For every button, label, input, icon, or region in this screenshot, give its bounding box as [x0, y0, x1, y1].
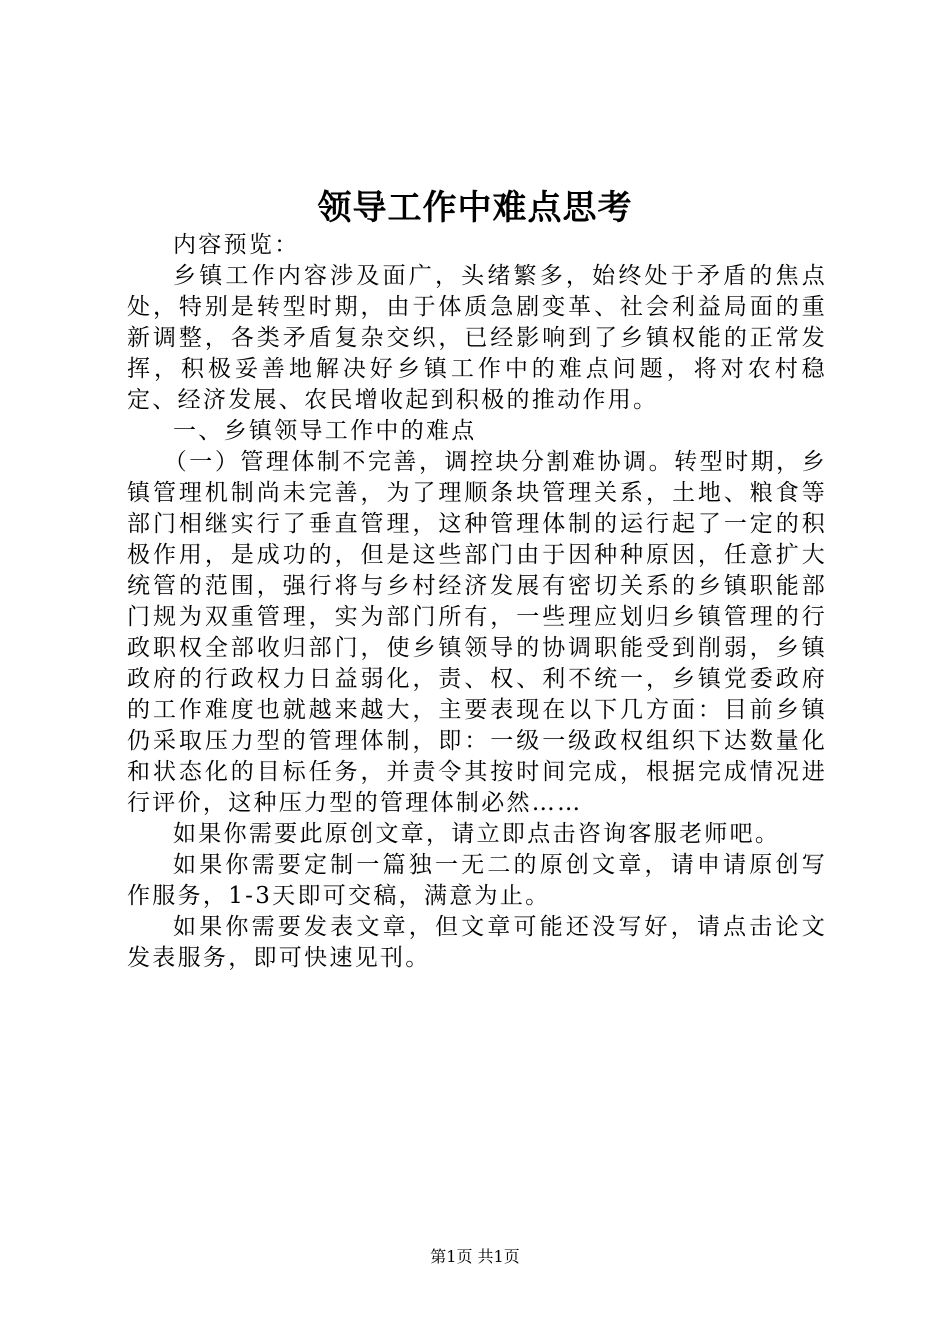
document-title: 领导工作中难点思考	[317, 188, 633, 228]
preview-label: 内容预览：	[173, 232, 300, 258]
page-footer: 第1页 共1页	[430, 1247, 520, 1266]
section-heading: 一、乡镇领导工作中的难点	[173, 418, 477, 444]
promo-paragraph-consult: 如果你需要此原创文章，请立即点击咨询客服老师吧。	[173, 821, 781, 847]
intro-paragraph: 乡镇工作内容涉及面广，头绪繁多，始终处于矛盾的焦点处，特别是转型时期，由于体质急剧变革、社会利益局面的重新调整，各类矛盾复杂交织，已经影响到了乡镇权能的正常发挥，积极妥善地解决好乡镇工作中的难点问题，将对农村稳定、经济发展、农民增收起到积极的推动作用。	[127, 263, 827, 413]
promo-paragraph-publish: 如果你需要发表文章，但文章可能还没写好，请点击论文发表服务，即可快速见刊。	[127, 914, 827, 971]
promo-paragraph-custom: 如果你需要定制一篇独一无二的原创文章，请申请原创写作服务，1-3天即可交稿，满意为止。	[127, 852, 827, 909]
document-body	[127, 230, 827, 974]
subsection-paragraph: （一）管理体制不完善，调控块分割难协调。转型时期，乡镇管理机制尚未完善，为了理顺条块管理关系，土地、粮食等部门相继实行了垂直管理，这种管理体制的运行起了一定的积极作用，是成功的，但是这些部门由于因种种原因，任意扩大统管的范围，强行将与乡村经济发展有密切关系的乡镇职能部门规为双重管理，实为部门所有，一些理应划归乡镇管理的行政职权全部收归部门，使乡镇领导的协调职能受到削弱，乡镇政府的行政权力日益弱化，责、权、利不统一，乡镇党委政府的工作难度也就越来越大，主要表现在以下几方面：目前乡镇仍采取压力型的管理体制，即：一级一级政权组织下达数量化和状态化的目标任务，并责令其按时间完成，根据完成情况进行评价，这种压力型的管理体制必然……	[127, 449, 827, 816]
